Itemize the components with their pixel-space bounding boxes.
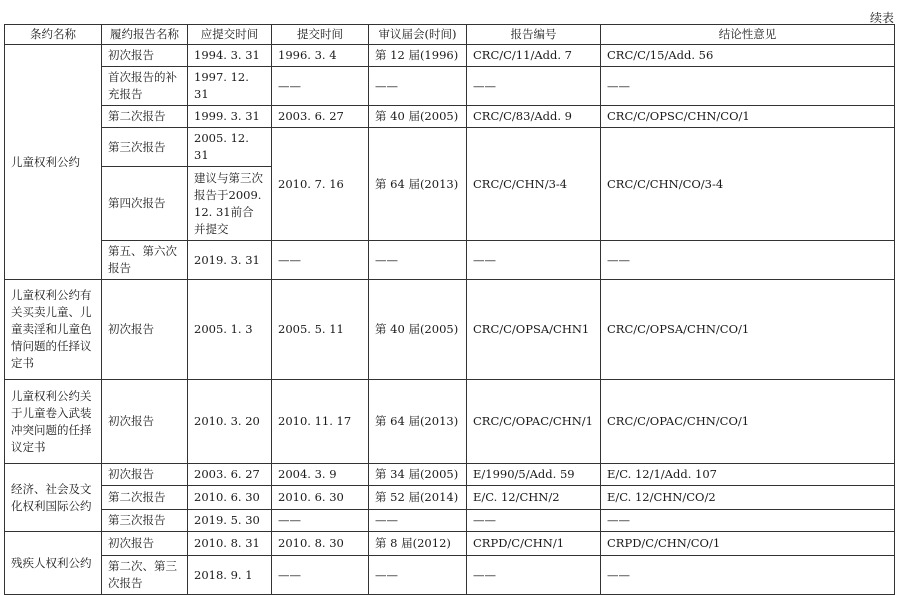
- submitted-date: 2010. 8. 30: [272, 532, 369, 556]
- report-name: 第二次报告: [102, 106, 188, 128]
- due-date: 2018. 9. 1: [188, 556, 272, 595]
- review-session: 第 12 届(1996): [369, 45, 467, 67]
- report-number: ——: [467, 556, 601, 595]
- conclusion-number: CRC/C/OPSC/CHN/CO/1: [601, 106, 895, 128]
- col-header-session: 审议届会(时间): [369, 25, 467, 45]
- report-number: ——: [467, 241, 601, 280]
- submitted-date: 2010. 11. 17: [272, 380, 369, 464]
- due-date: 2003. 6. 27: [188, 464, 272, 486]
- header-row: [5, 25, 895, 45]
- submitted-date: ——: [272, 556, 369, 595]
- due-date: 1997. 12. 31: [188, 67, 272, 106]
- due-date: 2010. 6. 30: [188, 486, 272, 510]
- conclusion-number: E/C. 12/CHN/CO/2: [601, 486, 895, 510]
- report-name: 初次报告: [102, 45, 188, 67]
- report-number: CRC/C/OPSA/CHN1: [467, 280, 601, 380]
- table-row: [5, 464, 895, 486]
- conclusion-number: ——: [601, 556, 895, 595]
- review-session: ——: [369, 67, 467, 106]
- report-number: ——: [467, 510, 601, 532]
- conclusion-number: CRC/C/CHN/CO/3-4: [601, 128, 895, 241]
- treaty-name: 残疾人权利公约: [5, 532, 102, 595]
- report-number: ——: [467, 67, 601, 106]
- review-session: 第 52 届(2014): [369, 486, 467, 510]
- review-session: ——: [369, 556, 467, 595]
- report-name: 初次报告: [102, 380, 188, 464]
- due-date: 2010. 3. 20: [188, 380, 272, 464]
- table-row: [5, 128, 895, 167]
- due-date: 1999. 3. 31: [188, 106, 272, 128]
- report-name: 第三次报告: [102, 128, 188, 167]
- table-row: [5, 510, 895, 532]
- due-date: 2005. 1. 3: [188, 280, 272, 380]
- table-row: [5, 67, 895, 106]
- conclusion-number: CRC/C/15/Add. 56: [601, 45, 895, 67]
- table-row: [5, 380, 895, 464]
- report-number: CRPD/C/CHN/1: [467, 532, 601, 556]
- report-number: CRC/C/CHN/3-4: [467, 128, 601, 241]
- submitted-date: 1996. 3. 4: [272, 45, 369, 67]
- table-row: [5, 486, 895, 510]
- report-name: 第二次报告: [102, 486, 188, 510]
- review-session: 第 64 届(2013): [369, 380, 467, 464]
- submitted-date: ——: [272, 241, 369, 280]
- col-header-report: 履约报告名称: [102, 25, 188, 45]
- report-name: 初次报告: [102, 532, 188, 556]
- report-name: 第三次报告: [102, 510, 188, 532]
- submitted-date: 2010. 6. 30: [272, 486, 369, 510]
- report-name: 第五、第六次报告: [102, 241, 188, 280]
- due-date: 2019. 3. 31: [188, 241, 272, 280]
- review-session: ——: [369, 510, 467, 532]
- conclusion-number: ——: [601, 241, 895, 280]
- report-name: 第二次、第三次报告: [102, 556, 188, 595]
- conclusion-number: ——: [601, 510, 895, 532]
- report-number: CRC/C/83/Add. 9: [467, 106, 601, 128]
- table-row: [5, 241, 895, 280]
- report-name: 首次报告的补充报告: [102, 67, 188, 106]
- review-session: 第 34 届(2005): [369, 464, 467, 486]
- submitted-date: ——: [272, 510, 369, 532]
- report-number: E/C. 12/CHN/2: [467, 486, 601, 510]
- report-name: 初次报告: [102, 464, 188, 486]
- due-date: 2005. 12. 31: [188, 128, 272, 167]
- treaty-name: 儿童权利公约有关买卖儿童、儿童卖淫和儿童色情问题的任择议定书: [5, 280, 102, 380]
- treaty-name: 儿童权利公约关于儿童卷入武装冲突问题的任择议定书: [5, 380, 102, 464]
- review-session: ——: [369, 241, 467, 280]
- due-date: 1994. 3. 31: [188, 45, 272, 67]
- review-session: 第 40 届(2005): [369, 106, 467, 128]
- col-header-conclusion: 结论性意见: [601, 25, 895, 45]
- review-session: 第 40 届(2005): [369, 280, 467, 380]
- report-number: CRC/C/11/Add. 7: [467, 45, 601, 67]
- report-number: E/1990/5/Add. 59: [467, 464, 601, 486]
- col-header-due: 应提交时间: [188, 25, 272, 45]
- table-row: [5, 45, 895, 67]
- submitted-date: 2004. 3. 9: [272, 464, 369, 486]
- col-header-number: 报告编号: [467, 25, 601, 45]
- conclusion-number: CRPD/C/CHN/CO/1: [601, 532, 895, 556]
- table-row: [5, 532, 895, 556]
- conclusion-number: E/C. 12/1/Add. 107: [601, 464, 895, 486]
- continued-caption: 续表: [869, 11, 894, 25]
- table-row: [5, 280, 895, 380]
- treaty-name: 经济、社会及文化权利国际公约: [5, 464, 102, 532]
- col-header-treaty: 条约名称: [5, 25, 102, 45]
- conclusion-number: CRC/C/OPSA/CHN/CO/1: [601, 280, 895, 380]
- report-name: 第四次报告: [102, 167, 188, 241]
- due-date: 2019. 5. 30: [188, 510, 272, 532]
- conclusion-number: CRC/C/OPAC/CHN/CO/1: [601, 380, 895, 464]
- conclusion-number: ——: [601, 67, 895, 106]
- table-row: [5, 106, 895, 128]
- treaty-report-table: [4, 24, 895, 595]
- report-number: CRC/C/OPAC/CHN/1: [467, 380, 601, 464]
- report-name: 初次报告: [102, 280, 188, 380]
- review-session: 第 8 届(2012): [369, 532, 467, 556]
- submitted-date: ——: [272, 67, 369, 106]
- col-header-submitted: 提交时间: [272, 25, 369, 45]
- submitted-date: 2005. 5. 11: [272, 280, 369, 380]
- review-session: 第 64 届(2013): [369, 128, 467, 241]
- due-date: 2010. 8. 31: [188, 532, 272, 556]
- treaty-name: 儿童权利公约: [5, 45, 102, 280]
- submitted-date: 2010. 7. 16: [272, 128, 369, 241]
- due-date: 建议与第三次报告于2009. 12. 31前合并提交: [188, 167, 272, 241]
- submitted-date: 2003. 6. 27: [272, 106, 369, 128]
- table-row: [5, 556, 895, 595]
